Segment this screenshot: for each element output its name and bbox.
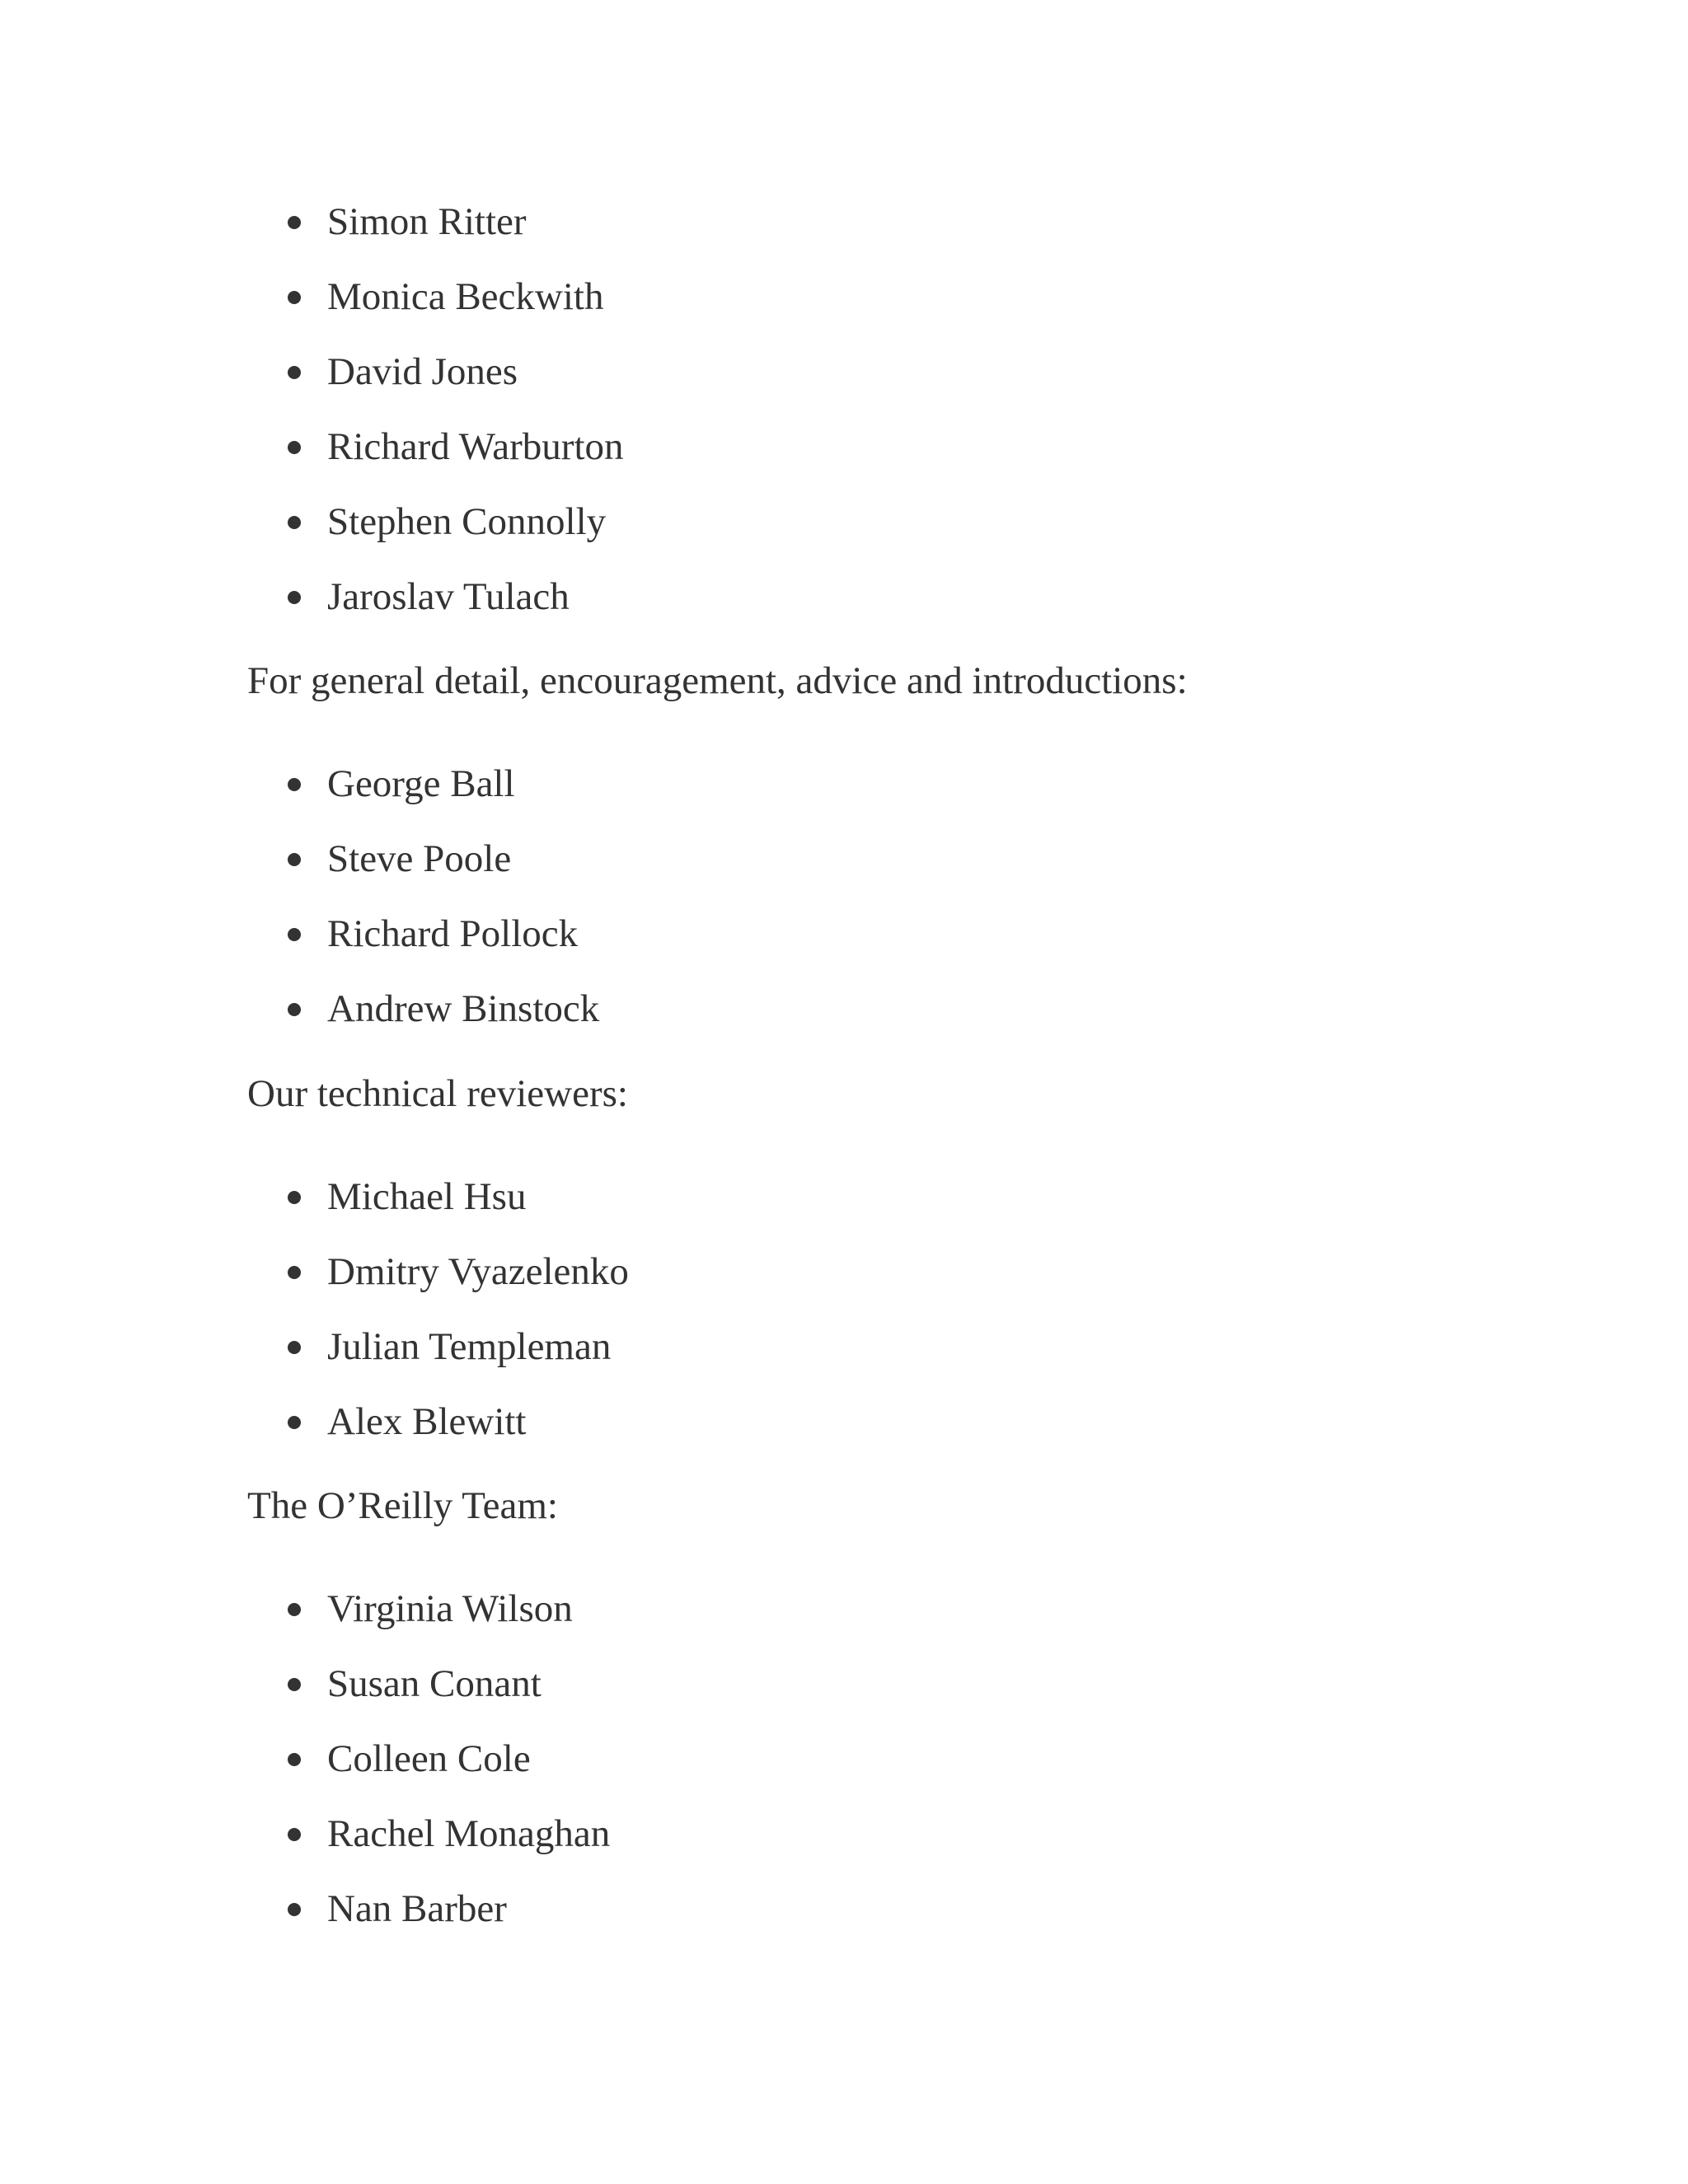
list-item xyxy=(0,1872,1688,1947)
list-item xyxy=(0,485,1688,560)
bullet-icon xyxy=(288,1828,301,1841)
list-item-text: Virginia Wilson xyxy=(327,1587,573,1630)
oreilly-team-list xyxy=(0,1572,1688,1947)
bullet-icon xyxy=(288,516,301,529)
list-item xyxy=(0,972,1688,1047)
list-item xyxy=(0,747,1688,822)
list-item xyxy=(0,1572,1688,1647)
list-item xyxy=(0,1385,1688,1460)
list-item-text: Michael Hsu xyxy=(327,1175,527,1218)
list-item xyxy=(0,185,1688,260)
list-item-text: Monica Beckwith xyxy=(327,275,604,318)
list-item xyxy=(0,1235,1688,1310)
bullet-icon xyxy=(288,1903,301,1916)
bullet-icon xyxy=(288,441,301,454)
section-heading-reviewers: Our technical reviewers: xyxy=(247,1072,628,1115)
bullet-icon xyxy=(288,366,301,379)
bullet-icon xyxy=(288,291,301,304)
general-list xyxy=(0,747,1688,1047)
list-item-text: Jaroslav Tulach xyxy=(327,575,570,618)
list-item-text: Susan Conant xyxy=(327,1662,542,1705)
list-item-text: George Ball xyxy=(327,762,515,805)
list-item-text: Richard Pollock xyxy=(327,912,579,955)
section-heading-general: For general detail, encouragement, advice and introductions: xyxy=(247,659,1188,702)
list-item-text: Stephen Connolly xyxy=(327,500,607,543)
list-item-text: Andrew Binstock xyxy=(327,987,600,1030)
bullet-icon xyxy=(288,1003,301,1016)
list-item-text: Rachel Monaghan xyxy=(327,1812,611,1855)
bullet-icon xyxy=(288,216,301,229)
list-item xyxy=(0,1797,1688,1872)
bullet-icon xyxy=(288,1416,301,1429)
section-heading-oreilly: The O’Reilly Team: xyxy=(247,1484,558,1527)
list-item xyxy=(0,560,1688,635)
list-item xyxy=(0,1310,1688,1385)
list-item-text: Colleen Cole xyxy=(327,1737,531,1780)
list-item xyxy=(0,335,1688,410)
list-item xyxy=(0,1160,1688,1235)
reviewers-list xyxy=(0,1160,1688,1460)
bullet-icon xyxy=(288,591,301,604)
bullet-icon xyxy=(288,1341,301,1354)
bullet-icon xyxy=(288,778,301,791)
list-item xyxy=(0,260,1688,335)
list-item-text: Steve Poole xyxy=(327,837,512,880)
list-item-text: Nan Barber xyxy=(327,1887,507,1930)
bullet-icon xyxy=(288,853,301,866)
list-item-text: Simon Ritter xyxy=(327,200,527,243)
bullet-icon xyxy=(288,1603,301,1616)
bullet-icon xyxy=(288,1678,301,1691)
list-item-text: Richard Warburton xyxy=(327,425,624,468)
list-item xyxy=(0,1722,1688,1797)
list-item-text: Alex Blewitt xyxy=(327,1400,527,1443)
list-item xyxy=(0,410,1688,485)
contributors-list xyxy=(0,185,1688,635)
bullet-icon xyxy=(288,928,301,941)
bullet-icon xyxy=(288,1266,301,1279)
list-item-text: Dmitry Vyazelenko xyxy=(327,1250,629,1293)
bullet-icon xyxy=(288,1753,301,1766)
list-item xyxy=(0,1647,1688,1722)
list-item-text: Julian Templeman xyxy=(327,1325,612,1368)
list-item xyxy=(0,897,1688,972)
list-item xyxy=(0,822,1688,897)
bullet-icon xyxy=(288,1191,301,1204)
list-item-text: David Jones xyxy=(327,350,518,393)
